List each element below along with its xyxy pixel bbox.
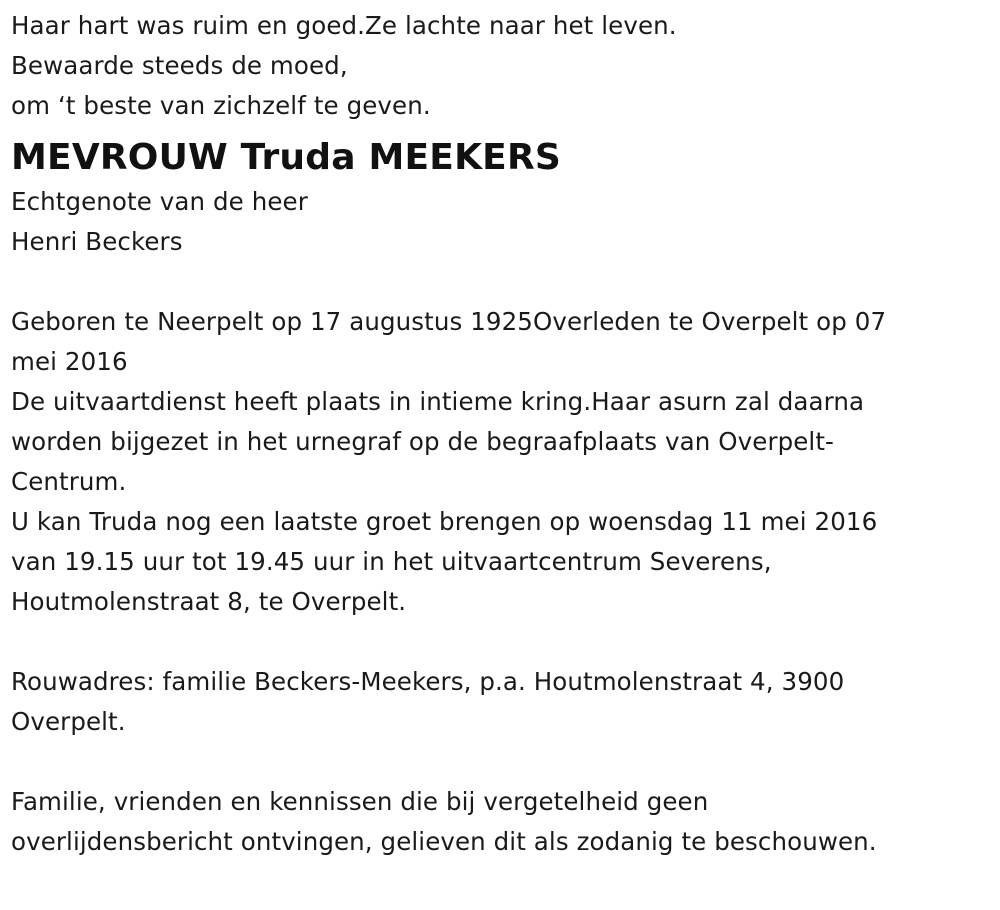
deceased-name: MEVROUW Truda MEEKERS [11,137,562,178]
spouse-line: Henri Beckers [11,227,183,256]
address-line: Rouwadres: familie Beckers-Meekers, p.a. Houtmolenstraat 4, 3900 [11,667,845,696]
details-line: U kan Truda nog een laatste groet brengen op woensdag 11 mei 2016 [11,507,878,536]
spacer [11,262,990,302]
poem-line: Haar hart was ruim en goed.Ze lachte naar het leven. [11,11,677,40]
details [11,302,990,622]
details-line: Geboren te Neerpelt op 17 augustus 1925Overleden te Overpelt op 07 [11,307,887,336]
poem-line: om ‘t beste van zichzelf te geven. [11,91,431,120]
closing-note [11,782,990,862]
details-line: De uitvaartdienst heeft plaats in intieme kring.Haar asurn zal daarna [11,387,865,416]
poem [11,6,990,126]
details-line: Houtmolenstraat 8, te Overpelt. [11,587,407,616]
details-line: mei 2016 [11,347,128,376]
mourning-address [11,662,990,742]
details-line: van 19.15 uur tot 19.45 uur in het uitvaartcentrum Severens, [11,547,772,576]
closing-line: overlijdensbericht ontvingen, gelieven dit als zodanig te beschouwen. [11,827,877,856]
details-line: worden bijgezet in het urnegraf op de begraafplaats van Overpelt- [11,427,834,456]
spouse-info [11,182,990,262]
spacer [11,742,990,782]
address-line: Overpelt. [11,707,126,736]
poem-line: Bewaarde steeds de moed, [11,51,348,80]
details-line: Centrum. [11,467,127,496]
spouse-line: Echtgenote van de heer [11,187,308,216]
spacer [11,622,990,662]
closing-line: Familie, vrienden en kennissen die bij vergetelheid geen [11,787,709,816]
